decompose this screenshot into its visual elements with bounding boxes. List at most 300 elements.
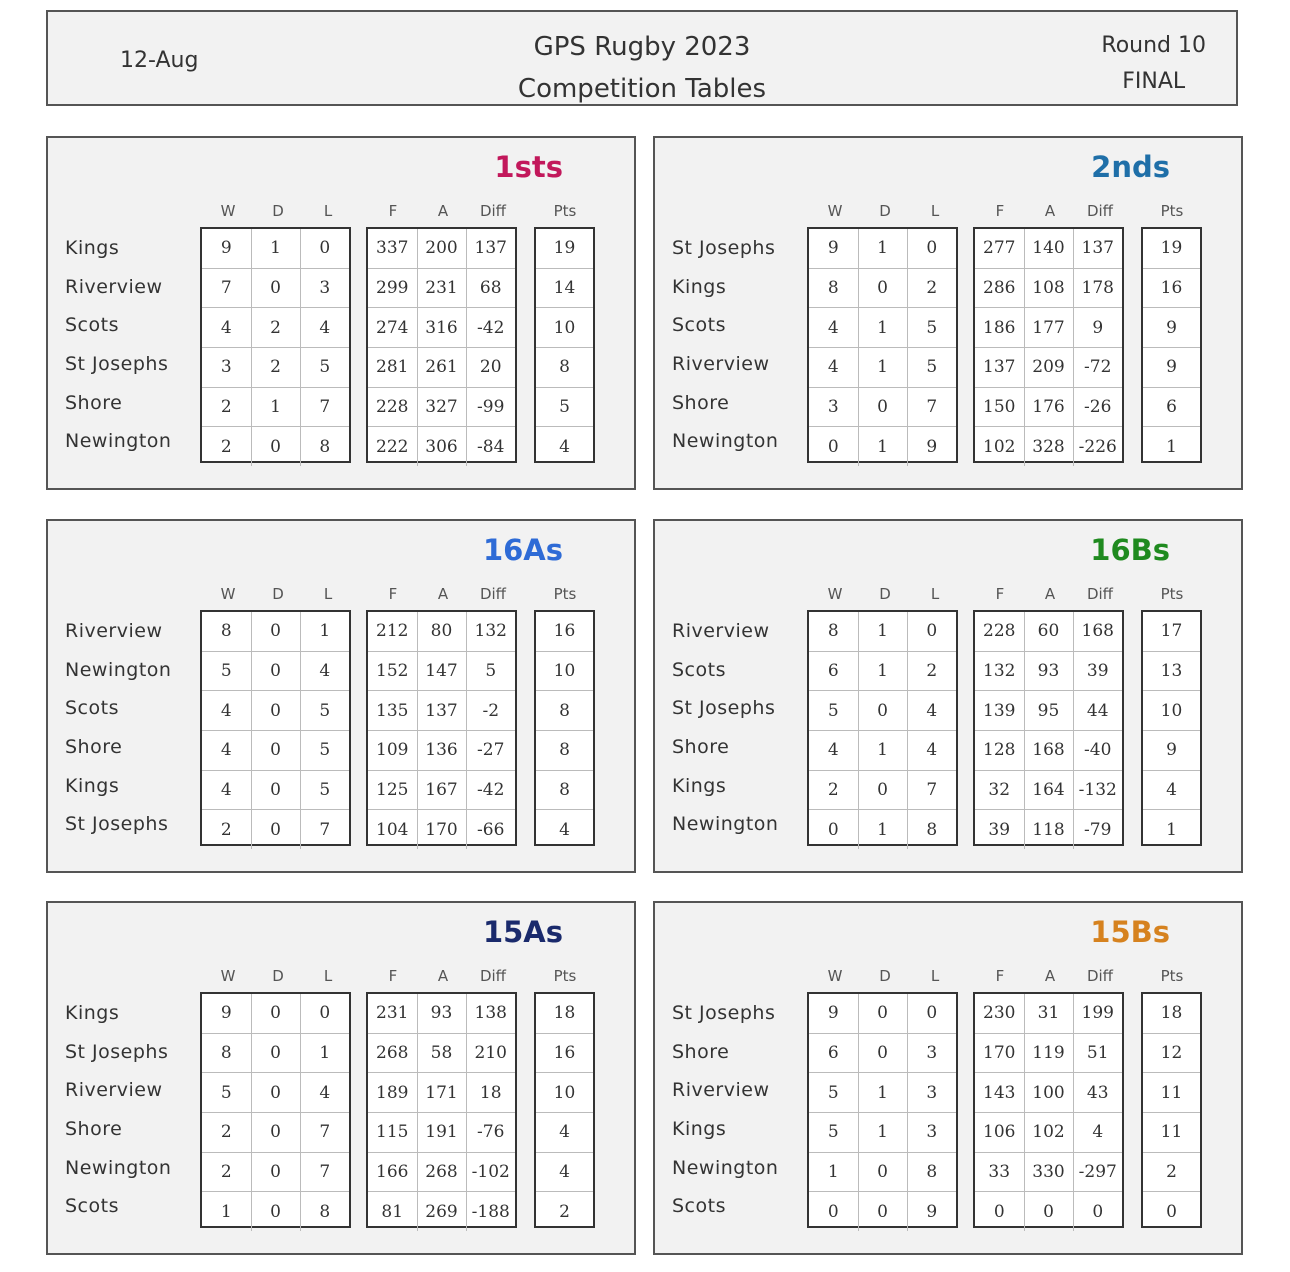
cell-d: 0: [251, 651, 300, 691]
points-group: [366, 992, 517, 1228]
cell-w: 5: [809, 1073, 858, 1113]
cell-l: 7: [300, 1113, 349, 1153]
cell-diff: -40: [1073, 731, 1122, 771]
cell-w: 2: [809, 770, 858, 810]
table-row: [202, 1073, 349, 1113]
record-group: [200, 992, 351, 1228]
cell-l: 7: [300, 1152, 349, 1192]
cell-diff: 39: [1073, 651, 1122, 691]
cell-diff: -42: [466, 770, 515, 810]
cell-f: 106: [975, 1113, 1024, 1153]
cell-a: 170: [417, 810, 466, 849]
cell-d: 0: [251, 770, 300, 810]
cell-diff: 178: [1073, 268, 1122, 308]
page-header: [46, 10, 1238, 106]
cell-w: 8: [809, 612, 858, 651]
cell-pts: 11: [1143, 1073, 1200, 1113]
cell-w: 0: [809, 810, 858, 849]
table-row: [1143, 348, 1200, 388]
cell-w: 8: [202, 1033, 251, 1073]
cell-pts: 1: [1143, 810, 1200, 849]
cell-f: 337: [368, 229, 417, 268]
table-row: [368, 268, 515, 308]
cell-d: 0: [251, 1113, 300, 1153]
cell-a: 136: [417, 731, 466, 771]
cell-l: 0: [300, 994, 349, 1033]
team-names: [65, 993, 171, 1225]
column-header-pts: Pts: [553, 585, 577, 603]
cell-pts: 9: [1143, 731, 1200, 771]
team-name: Riverview: [65, 275, 163, 298]
column-header-f: F: [995, 202, 1005, 220]
cell-diff: 9: [1073, 308, 1122, 348]
table-row: [975, 427, 1122, 466]
cell-d: 0: [251, 1192, 300, 1231]
cell-pts: 17: [1143, 612, 1200, 651]
cell-a: 231: [417, 268, 466, 308]
panel-title: 16As: [482, 533, 563, 567]
cell-pts: 1: [1143, 427, 1200, 466]
cell-a: 80: [417, 612, 466, 651]
cell-w: 4: [202, 691, 251, 731]
table-row: [809, 612, 956, 651]
header-round: [1101, 28, 1206, 100]
cell-d: 0: [858, 1152, 907, 1192]
cell-l: 3: [907, 1033, 956, 1073]
cell-diff: 138: [466, 994, 515, 1033]
table-row: [809, 1073, 956, 1113]
team-name: Shore: [672, 391, 730, 414]
table-row: [809, 1033, 956, 1073]
cell-diff: -79: [1073, 810, 1122, 849]
cell-a: 58: [417, 1033, 466, 1073]
cell-l: 0: [907, 229, 956, 268]
cell-diff: 137: [1073, 229, 1122, 268]
column-header-pts: Pts: [1160, 967, 1184, 985]
cell-a: 60: [1024, 612, 1073, 651]
table-row: [975, 308, 1122, 348]
table-row: [975, 387, 1122, 427]
cell-d: 0: [858, 1033, 907, 1073]
cell-w: 4: [202, 731, 251, 771]
table-row: [975, 1073, 1122, 1113]
cell-pts: 5: [536, 387, 593, 427]
cell-pts: 2: [536, 1192, 593, 1231]
team-name: Riverview: [672, 353, 770, 376]
cell-l: 5: [300, 770, 349, 810]
table-row: [809, 731, 956, 771]
column-header-d: D: [272, 585, 284, 603]
cell-f: 230: [975, 994, 1024, 1033]
panel-title: 2nds: [1091, 150, 1170, 184]
cell-a: 209: [1024, 348, 1073, 388]
team-name: St Josephs: [65, 1040, 169, 1063]
cell-w: 9: [202, 994, 251, 1033]
cell-f: 102: [975, 427, 1024, 466]
column-header-a: A: [437, 202, 449, 220]
points-group: [973, 610, 1124, 846]
table-row: [975, 651, 1122, 691]
table-row: [809, 1192, 956, 1231]
team-name: Newington: [65, 658, 172, 681]
cell-w: 6: [809, 651, 858, 691]
cell-a: 137: [417, 691, 466, 731]
cell-pts: 13: [1143, 651, 1200, 691]
team-name: Scots: [65, 697, 119, 720]
column-header-pts: Pts: [1160, 585, 1184, 603]
cell-a: 119: [1024, 1033, 1073, 1073]
table-row: [1143, 691, 1200, 731]
cell-f: 132: [975, 651, 1024, 691]
cell-f: 170: [975, 1033, 1024, 1073]
panel-title: 15Bs: [1090, 915, 1170, 949]
table-row: [536, 387, 593, 427]
cell-a: 100: [1024, 1073, 1073, 1113]
cell-w: 4: [202, 308, 251, 348]
record-group: [807, 992, 958, 1228]
table-row: [975, 691, 1122, 731]
cell-diff: -84: [466, 427, 515, 466]
record-group: [200, 227, 351, 463]
table-panel-1sts: [46, 136, 636, 490]
cell-l: 2: [907, 268, 956, 308]
cell-l: 4: [300, 1073, 349, 1113]
table-row: [536, 308, 593, 348]
cell-w: 8: [202, 612, 251, 651]
column-header-l: L: [930, 202, 940, 220]
table-row: [975, 1113, 1122, 1153]
table-row: [1143, 651, 1200, 691]
table-row: [536, 1152, 593, 1192]
table-row: [202, 1113, 349, 1153]
cell-pts: 8: [536, 348, 593, 388]
cell-d: 0: [251, 427, 300, 466]
cell-d: 1: [858, 308, 907, 348]
table-row: [536, 427, 593, 466]
table-row: [368, 387, 515, 427]
cell-l: 9: [907, 427, 956, 466]
team-names: [65, 611, 171, 843]
cell-l: 3: [300, 268, 349, 308]
cell-w: 4: [809, 308, 858, 348]
column-header-f: F: [995, 967, 1005, 985]
cell-pts: 18: [536, 994, 593, 1033]
table-row: [368, 810, 515, 849]
table-row: [1143, 1152, 1200, 1192]
team-name: Shore: [672, 1040, 730, 1063]
cell-f: 125: [368, 770, 417, 810]
table-row: [809, 691, 956, 731]
table-panel-15bs: [653, 901, 1243, 1255]
column-header-w: W: [220, 585, 236, 603]
column-header-f: F: [388, 202, 398, 220]
table-row: [202, 427, 349, 466]
table-row: [368, 229, 515, 268]
table-row: [536, 1073, 593, 1113]
table-row: [1143, 731, 1200, 771]
cell-pts: 4: [536, 1113, 593, 1153]
total-group: [534, 992, 595, 1228]
cell-pts: 8: [536, 731, 593, 771]
table-row: [1143, 770, 1200, 810]
table-row: [809, 229, 956, 268]
table-row: [809, 268, 956, 308]
cell-d: 0: [858, 770, 907, 810]
cell-d: 0: [251, 612, 300, 651]
column-header-d: D: [272, 967, 284, 985]
cell-f: 109: [368, 731, 417, 771]
cell-a: 268: [417, 1152, 466, 1192]
team-name: Kings: [672, 275, 727, 298]
cell-l: 8: [300, 1192, 349, 1231]
table-row: [202, 308, 349, 348]
column-header-f: F: [388, 967, 398, 985]
cell-a: 108: [1024, 268, 1073, 308]
team-name: Kings: [65, 237, 120, 259]
cell-a: 316: [417, 308, 466, 348]
table-row: [536, 994, 593, 1033]
column-header-diff: Diff: [1086, 585, 1114, 603]
table-row: [536, 810, 593, 849]
table-row: [1143, 1113, 1200, 1153]
cell-l: 5: [300, 348, 349, 388]
table-row: [368, 1192, 515, 1231]
cell-a: 93: [1024, 651, 1073, 691]
cell-a: 306: [417, 427, 466, 466]
cell-w: 2: [202, 1113, 251, 1153]
cell-pts: 10: [1143, 691, 1200, 731]
cell-pts: 8: [536, 770, 593, 810]
table-row: [809, 1113, 956, 1153]
cell-pts: 19: [536, 229, 593, 268]
cell-f: 166: [368, 1152, 417, 1192]
cell-w: 1: [202, 1192, 251, 1231]
table-row: [202, 731, 349, 771]
cell-l: 5: [907, 308, 956, 348]
column-header-w: W: [220, 967, 236, 985]
table-row: [1143, 229, 1200, 268]
cell-l: 4: [300, 651, 349, 691]
cell-a: 147: [417, 651, 466, 691]
table-row: [202, 770, 349, 810]
column-header-a: A: [1044, 585, 1056, 603]
cell-diff: -66: [466, 810, 515, 849]
cell-f: 152: [368, 651, 417, 691]
column-header-f: F: [388, 585, 398, 603]
cell-l: 7: [300, 810, 349, 849]
cell-a: 328: [1024, 427, 1073, 466]
header-date: 12-Aug: [120, 48, 199, 73]
cell-w: 6: [809, 1033, 858, 1073]
team-name: Kings: [672, 774, 727, 797]
cell-w: 2: [202, 427, 251, 466]
column-header-l: L: [323, 967, 333, 985]
cell-l: 0: [907, 994, 956, 1033]
table-row: [809, 1152, 956, 1192]
cell-diff: -27: [466, 731, 515, 771]
cell-a: 330: [1024, 1152, 1073, 1192]
cell-w: 1: [809, 1152, 858, 1192]
cell-w: 0: [809, 1192, 858, 1231]
table-row: [975, 770, 1122, 810]
team-name: Newington: [65, 1156, 172, 1179]
table-row: [536, 651, 593, 691]
table-row: [368, 651, 515, 691]
cell-diff: -26: [1073, 387, 1122, 427]
cell-diff: 4: [1073, 1113, 1122, 1153]
cell-d: 0: [251, 1073, 300, 1113]
team-name: St Josephs: [65, 353, 169, 376]
header-title-line1: GPS Rugby 2023: [533, 32, 751, 62]
cell-diff: 0: [1073, 1192, 1122, 1231]
cell-diff: 210: [466, 1033, 515, 1073]
table-row: [1143, 810, 1200, 849]
cell-a: 168: [1024, 731, 1073, 771]
cell-f: 186: [975, 308, 1024, 348]
cell-a: 191: [417, 1113, 466, 1153]
cell-w: 5: [809, 691, 858, 731]
cell-w: 9: [809, 994, 858, 1033]
cell-f: 135: [368, 691, 417, 731]
cell-w: 5: [202, 1073, 251, 1113]
cell-d: 0: [858, 1192, 907, 1231]
table-row: [536, 731, 593, 771]
cell-l: 7: [907, 387, 956, 427]
cell-f: 286: [975, 268, 1024, 308]
table-row: [202, 229, 349, 268]
cell-pts: 6: [1143, 387, 1200, 427]
cell-l: 5: [300, 731, 349, 771]
table-row: [975, 1152, 1122, 1192]
cell-f: 150: [975, 387, 1024, 427]
cell-f: 228: [368, 387, 417, 427]
column-header-a: A: [437, 585, 449, 603]
table-row: [368, 1113, 515, 1153]
cell-diff: -99: [466, 387, 515, 427]
table-row: [1143, 387, 1200, 427]
cell-pts: 14: [536, 268, 593, 308]
cell-l: 0: [907, 612, 956, 651]
cell-diff: 132: [466, 612, 515, 651]
team-name: Shore: [65, 736, 123, 759]
points-group: [973, 992, 1124, 1228]
cell-f: 212: [368, 612, 417, 651]
table-row: [1143, 612, 1200, 651]
table-row: [536, 229, 593, 268]
table-row: [975, 1033, 1122, 1073]
panel-title: 1sts: [494, 150, 563, 184]
header-title: [48, 26, 1236, 110]
table-row: [368, 1073, 515, 1113]
header-round-status: FINAL: [1122, 69, 1186, 94]
table-row: [368, 994, 515, 1033]
cell-pts: 10: [536, 308, 593, 348]
cell-pts: 9: [1143, 308, 1200, 348]
cell-diff: -188: [466, 1192, 515, 1231]
team-name: Newington: [672, 813, 779, 836]
cell-d: 0: [858, 268, 907, 308]
cell-f: 33: [975, 1152, 1024, 1192]
total-group: [1141, 227, 1202, 463]
cell-a: 200: [417, 229, 466, 268]
cell-a: 164: [1024, 770, 1073, 810]
cell-d: 0: [858, 691, 907, 731]
table-panel-2nds: [653, 136, 1243, 490]
cell-diff: 44: [1073, 691, 1122, 731]
cell-w: 0: [809, 427, 858, 466]
cell-d: 0: [251, 994, 300, 1033]
record-group: [807, 227, 958, 463]
cell-l: 9: [907, 1192, 956, 1231]
table-row: [809, 308, 956, 348]
team-name: Riverview: [65, 620, 163, 642]
cell-f: 189: [368, 1073, 417, 1113]
cell-diff: -42: [466, 308, 515, 348]
column-header-l: L: [323, 202, 333, 220]
cell-d: 0: [251, 731, 300, 771]
table-row: [1143, 268, 1200, 308]
cell-pts: 4: [1143, 770, 1200, 810]
team-name: Shore: [65, 391, 123, 414]
cell-w: 9: [202, 229, 251, 268]
cell-d: 0: [251, 268, 300, 308]
cell-pts: 4: [536, 427, 593, 466]
cell-f: 128: [975, 731, 1024, 771]
column-header-d: D: [879, 585, 891, 603]
cell-l: 8: [300, 427, 349, 466]
table-row: [975, 229, 1122, 268]
column-header-w: W: [827, 202, 843, 220]
column-header-l: L: [323, 585, 333, 603]
team-name: Newington: [672, 430, 779, 453]
cell-pts: 10: [536, 1073, 593, 1113]
cell-diff: -2: [466, 691, 515, 731]
cell-f: 39: [975, 810, 1024, 849]
table-row: [368, 691, 515, 731]
column-header-l: L: [930, 585, 940, 603]
cell-l: 5: [907, 348, 956, 388]
cell-d: 1: [858, 731, 907, 771]
cell-diff: 137: [466, 229, 515, 268]
cell-diff: 199: [1073, 994, 1122, 1033]
table-row: [368, 348, 515, 388]
table-row: [809, 387, 956, 427]
cell-diff: 68: [466, 268, 515, 308]
cell-f: 143: [975, 1073, 1024, 1113]
total-group: [534, 610, 595, 846]
table-row: [202, 651, 349, 691]
team-name: St Josephs: [672, 1002, 776, 1024]
column-header-w: W: [220, 202, 236, 220]
cell-diff: -102: [466, 1152, 515, 1192]
cell-l: 4: [300, 308, 349, 348]
cell-diff: -76: [466, 1113, 515, 1153]
cell-a: 118: [1024, 810, 1073, 849]
cell-l: 8: [907, 1152, 956, 1192]
cell-diff: -72: [1073, 348, 1122, 388]
cell-d: 2: [251, 348, 300, 388]
cell-l: 4: [907, 731, 956, 771]
cell-w: 3: [202, 348, 251, 388]
team-name: Scots: [672, 1195, 726, 1218]
table-row: [1143, 1192, 1200, 1231]
cell-d: 0: [251, 810, 300, 849]
cell-a: 171: [417, 1073, 466, 1113]
column-header-l: L: [930, 967, 940, 985]
cell-w: 4: [809, 731, 858, 771]
cell-pts: 16: [536, 1033, 593, 1073]
cell-a: 177: [1024, 308, 1073, 348]
